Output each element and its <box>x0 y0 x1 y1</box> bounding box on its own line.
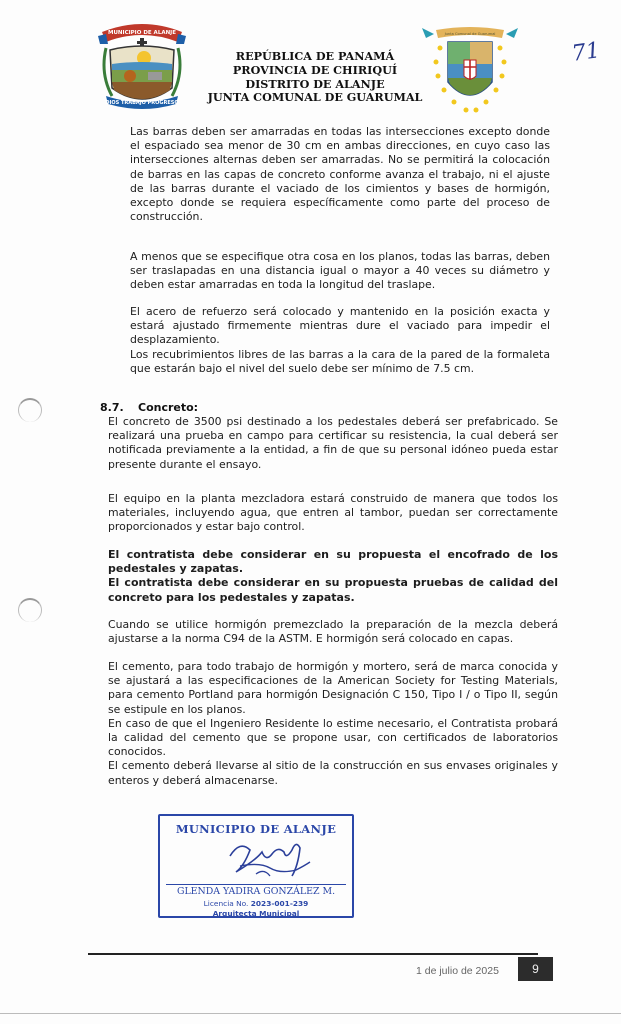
scan-edge-line <box>0 1013 621 1014</box>
header-line-republic: REPÚBLICA DE PANAMÁ <box>235 49 395 63</box>
paragraph-barras-amarradas <box>130 125 550 224</box>
section-number: 8.7. <box>100 401 124 414</box>
stamp-license <box>160 899 352 908</box>
footer-date: 1 de julio de 2025 <box>416 965 499 977</box>
handwritten-signature-icon <box>200 836 330 884</box>
header-line-district: DISTRITO DE ALANJE <box>245 76 385 91</box>
municipio-alanje-coat-of-arms-icon <box>96 14 188 118</box>
document-header <box>200 50 430 105</box>
footer-page-number: 9 <box>518 957 553 981</box>
paragraph-text: A menos que se especifique otra cosa en los planos, todas las barras, deben ser traslapadas en una distancia igual o mayor a 40 veces su diámetro y deben estar amarradas en toda la longitud del traslape. <box>130 250 550 292</box>
paragraph-acero-refuerzo <box>130 305 550 376</box>
stamp-name: GLENDA YADIRA GONZÁLEZ M. <box>176 886 336 897</box>
handwritten-page-number: 71 <box>570 38 602 67</box>
paragraph-encofrado-bold <box>108 548 558 605</box>
header-line-junta: JUNTA COMUNAL DE GUARUMAL <box>207 90 423 105</box>
stamp-license-number: 2023-001-239 <box>250 899 309 908</box>
stamp-license-label: Licencia No. <box>203 899 249 908</box>
paragraph-text: En caso de que el Ingeniero Residente lo estime necesario, el Contratista probará la calidad del cemento que se propone usar, con certificados de laboratorios conocidos. <box>108 716 558 759</box>
paragraph-text: El contratista debe considerar en su propuesta el encofrado de los pedestales y zapatas. <box>108 548 558 576</box>
paragraph-text: Cuando se utilice hormigón premezclado la preparación de la mezcla deberá ajustarse a la norma C94 de la ASTM. E hormigón será colocado en capas. <box>108 618 558 646</box>
left-logo-motto: DIOS TRABAJO PROGRESO <box>105 100 179 106</box>
left-logo-banner-text: MUNICIPIO DE ALANJE <box>107 30 177 36</box>
header-line-province: PROVINCIA DE CHIRIQUÍ <box>232 62 398 77</box>
junta-comunal-guarumal-coat-of-arms-icon <box>420 22 520 118</box>
section-title: Concreto: <box>138 401 199 414</box>
paragraph-text: El concreto de 3500 psi destinado a los pedestales deberá ser prefabricado. Se realizará una prueba en campo para certificar su resistencia, la cual deberá ser notificada previamente a la entidad, a fin de que su personal idóneo pueda estar presente durante el ensayo. <box>108 415 558 471</box>
paragraph-text: El acero de refuerzo será colocado y mantenido en la posición exacta y estará ajustado firmemente mientras dure el vaciado para impedir el desplazamiento. <box>130 305 550 347</box>
stamp-role: Arquitecta Municipal <box>212 909 300 918</box>
right-logo-banner-text: Junta Comunal de Guarumal <box>444 32 496 36</box>
paragraph-text: El contratista debe considerar en su propuesta pruebas de calidad del concreto para los pedestales y zapatas. <box>108 576 558 604</box>
footer-rule <box>88 953 538 955</box>
stamp-signature-line <box>166 884 346 885</box>
paragraph-text: El equipo en la planta mezcladora estará construido de manera que todos los materiales, incluyendo agua, que entren al tambor, puedan ser correctamente proporcionados y estar bajo control. <box>108 492 558 534</box>
section-heading <box>100 401 198 414</box>
paragraph-hormigon-premezclado <box>108 618 558 646</box>
paragraph-text: Los recubrimientos libres de las barras a la cara de la pared de la formaleta que estarán bajo el nivel del suelo debe ser mínimo de 7.5 cm. <box>130 347 550 375</box>
stamp-title: MUNICIPIO DE ALANJE <box>175 822 337 836</box>
paragraph-planta-mezcladora <box>108 492 558 535</box>
paragraph-text: Las barras deben ser amarradas en todas las intersecciones excepto donde el espaciado sea menor de 30 cm en ambas direcciones, en cuyo caso las intersecciones alternas deben ser amarradas. No se permitirá la colocación de barras en las capas de concreto conforme avanza el trabajo, ni el ajuste de las barras durante el vaciado de los cimientos y bases de hormigón, excepto donde se requiera específicamente como parte del proceso de construcción. <box>130 125 550 224</box>
paragraph-text: El cemento, para todo trabajo de hormigón y mortero, será de marca conocida y se ajustará a las especificaciones de la American Society for Testing Materials, para cemento Portland para hormigón Designación C 150, Tipo I / o Tipo II, según se estipule en los planos. <box>108 660 558 716</box>
binder-hole-icon <box>18 598 42 622</box>
paragraph-traslape <box>130 250 550 293</box>
binder-hole-icon <box>18 398 42 422</box>
paragraph-cemento <box>108 660 558 788</box>
paragraph-concreto-3500 <box>108 415 558 472</box>
paragraph-text: El cemento deberá llevarse al sitio de la construcción en sus envases originales y enteros y deberá almacenarse. <box>108 759 558 787</box>
